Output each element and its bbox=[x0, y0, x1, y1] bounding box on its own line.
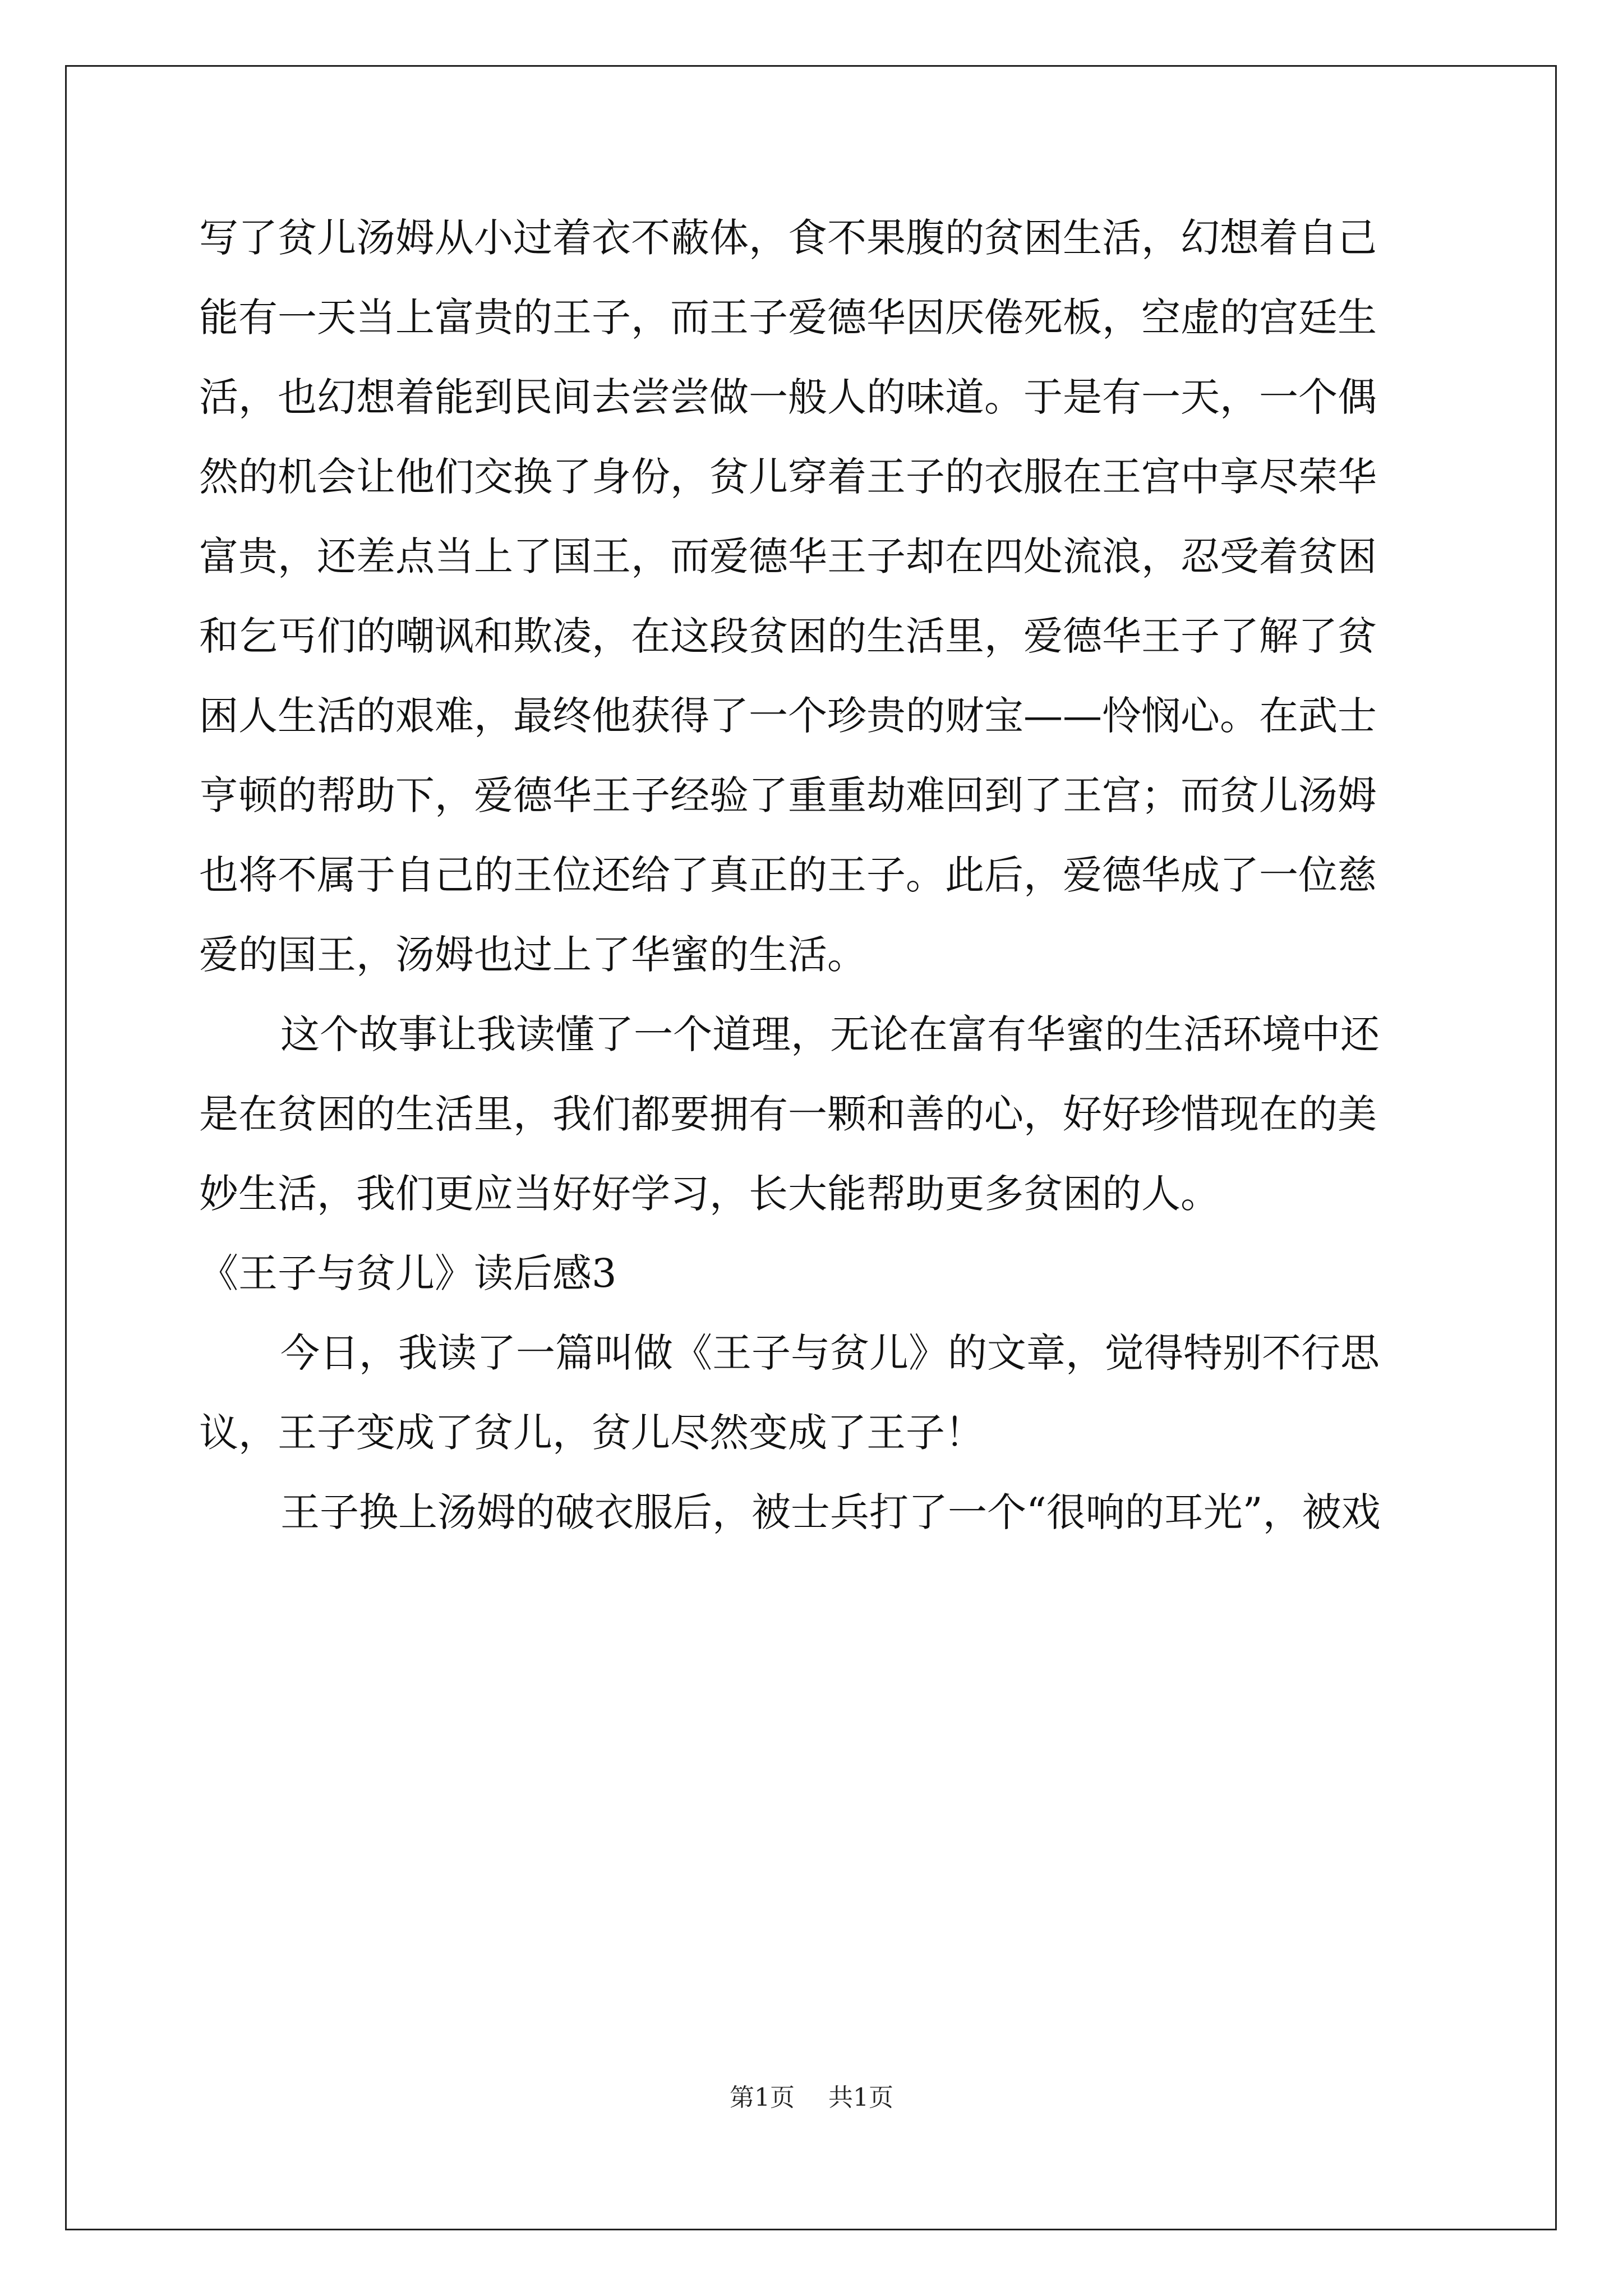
paragraph-start-line: 王子换上汤姆的破衣服后，被士兵打了一个“很响的耳光”，被戏 bbox=[280, 1489, 1381, 1535]
text-line: 亨顿的帮助下，爱德华王子经验了重重劫难回到了王宫；而贫儿汤姆 bbox=[199, 772, 1377, 818]
text-line: 也将不属于自己的王位还给了真正的王子。此后，爱德华成了一位慈 bbox=[199, 852, 1377, 898]
text-line: 活，也幻想着能到民间去尝尝做一般人的味道。于是有一天，一个偶 bbox=[199, 374, 1377, 420]
text-line: 是在贫困的生活里，我们都要拥有一颗和善的心，好好珍惜现在的美 bbox=[199, 1091, 1377, 1137]
text-line: 富贵，还差点当上了国王，而爱德华王子却在四处流浪，忍受着贫困 bbox=[199, 533, 1377, 579]
text-line: 议，王子变成了贫儿，贫儿尽然变成了王子！ bbox=[199, 1410, 984, 1456]
text-line: 然的机会让他们交换了身份，贫儿穿着王子的衣服在王宫中享尽荣华 bbox=[199, 454, 1377, 500]
paragraph-start-line: 这个故事让我读懂了一个道理，无论在富有华蜜的生活环境中还 bbox=[280, 1011, 1380, 1057]
text-line: 困人生活的艰难，最终他获得了一个珍贵的财宝——怜悯心。在武士 bbox=[199, 693, 1377, 739]
text-line: 爱的国王，汤姆也过上了华蜜的生活。 bbox=[199, 932, 866, 978]
text-line: 能有一天当上富贵的王子，而王子爱德华因厌倦死板，空虚的宫廷生 bbox=[199, 295, 1377, 341]
text-line: 和乞丐们的嘲讽和欺凌，在这段贫困的生活里，爱德华王子了解了贫 bbox=[199, 613, 1377, 659]
paragraph-start-line: 今日，我读了一篇叫做《王子与贫儿》的文章，觉得特别不行思 bbox=[280, 1330, 1380, 1376]
page-footer bbox=[0, 2081, 1623, 2115]
section-heading: 《王子与贫儿》读后感3 bbox=[199, 1250, 617, 1296]
page-number-label: 第1页 bbox=[730, 2083, 795, 2112]
page-total-label: 共1页 bbox=[828, 2083, 893, 2112]
text-line: 妙生活，我们更应当好好学习，长大能帮助更多贫困的人。 bbox=[199, 1171, 1220, 1217]
text-line: 写了贫儿汤姆从小过着衣不蔽体，食不果腹的贫困生活，幻想着自己 bbox=[199, 215, 1377, 261]
